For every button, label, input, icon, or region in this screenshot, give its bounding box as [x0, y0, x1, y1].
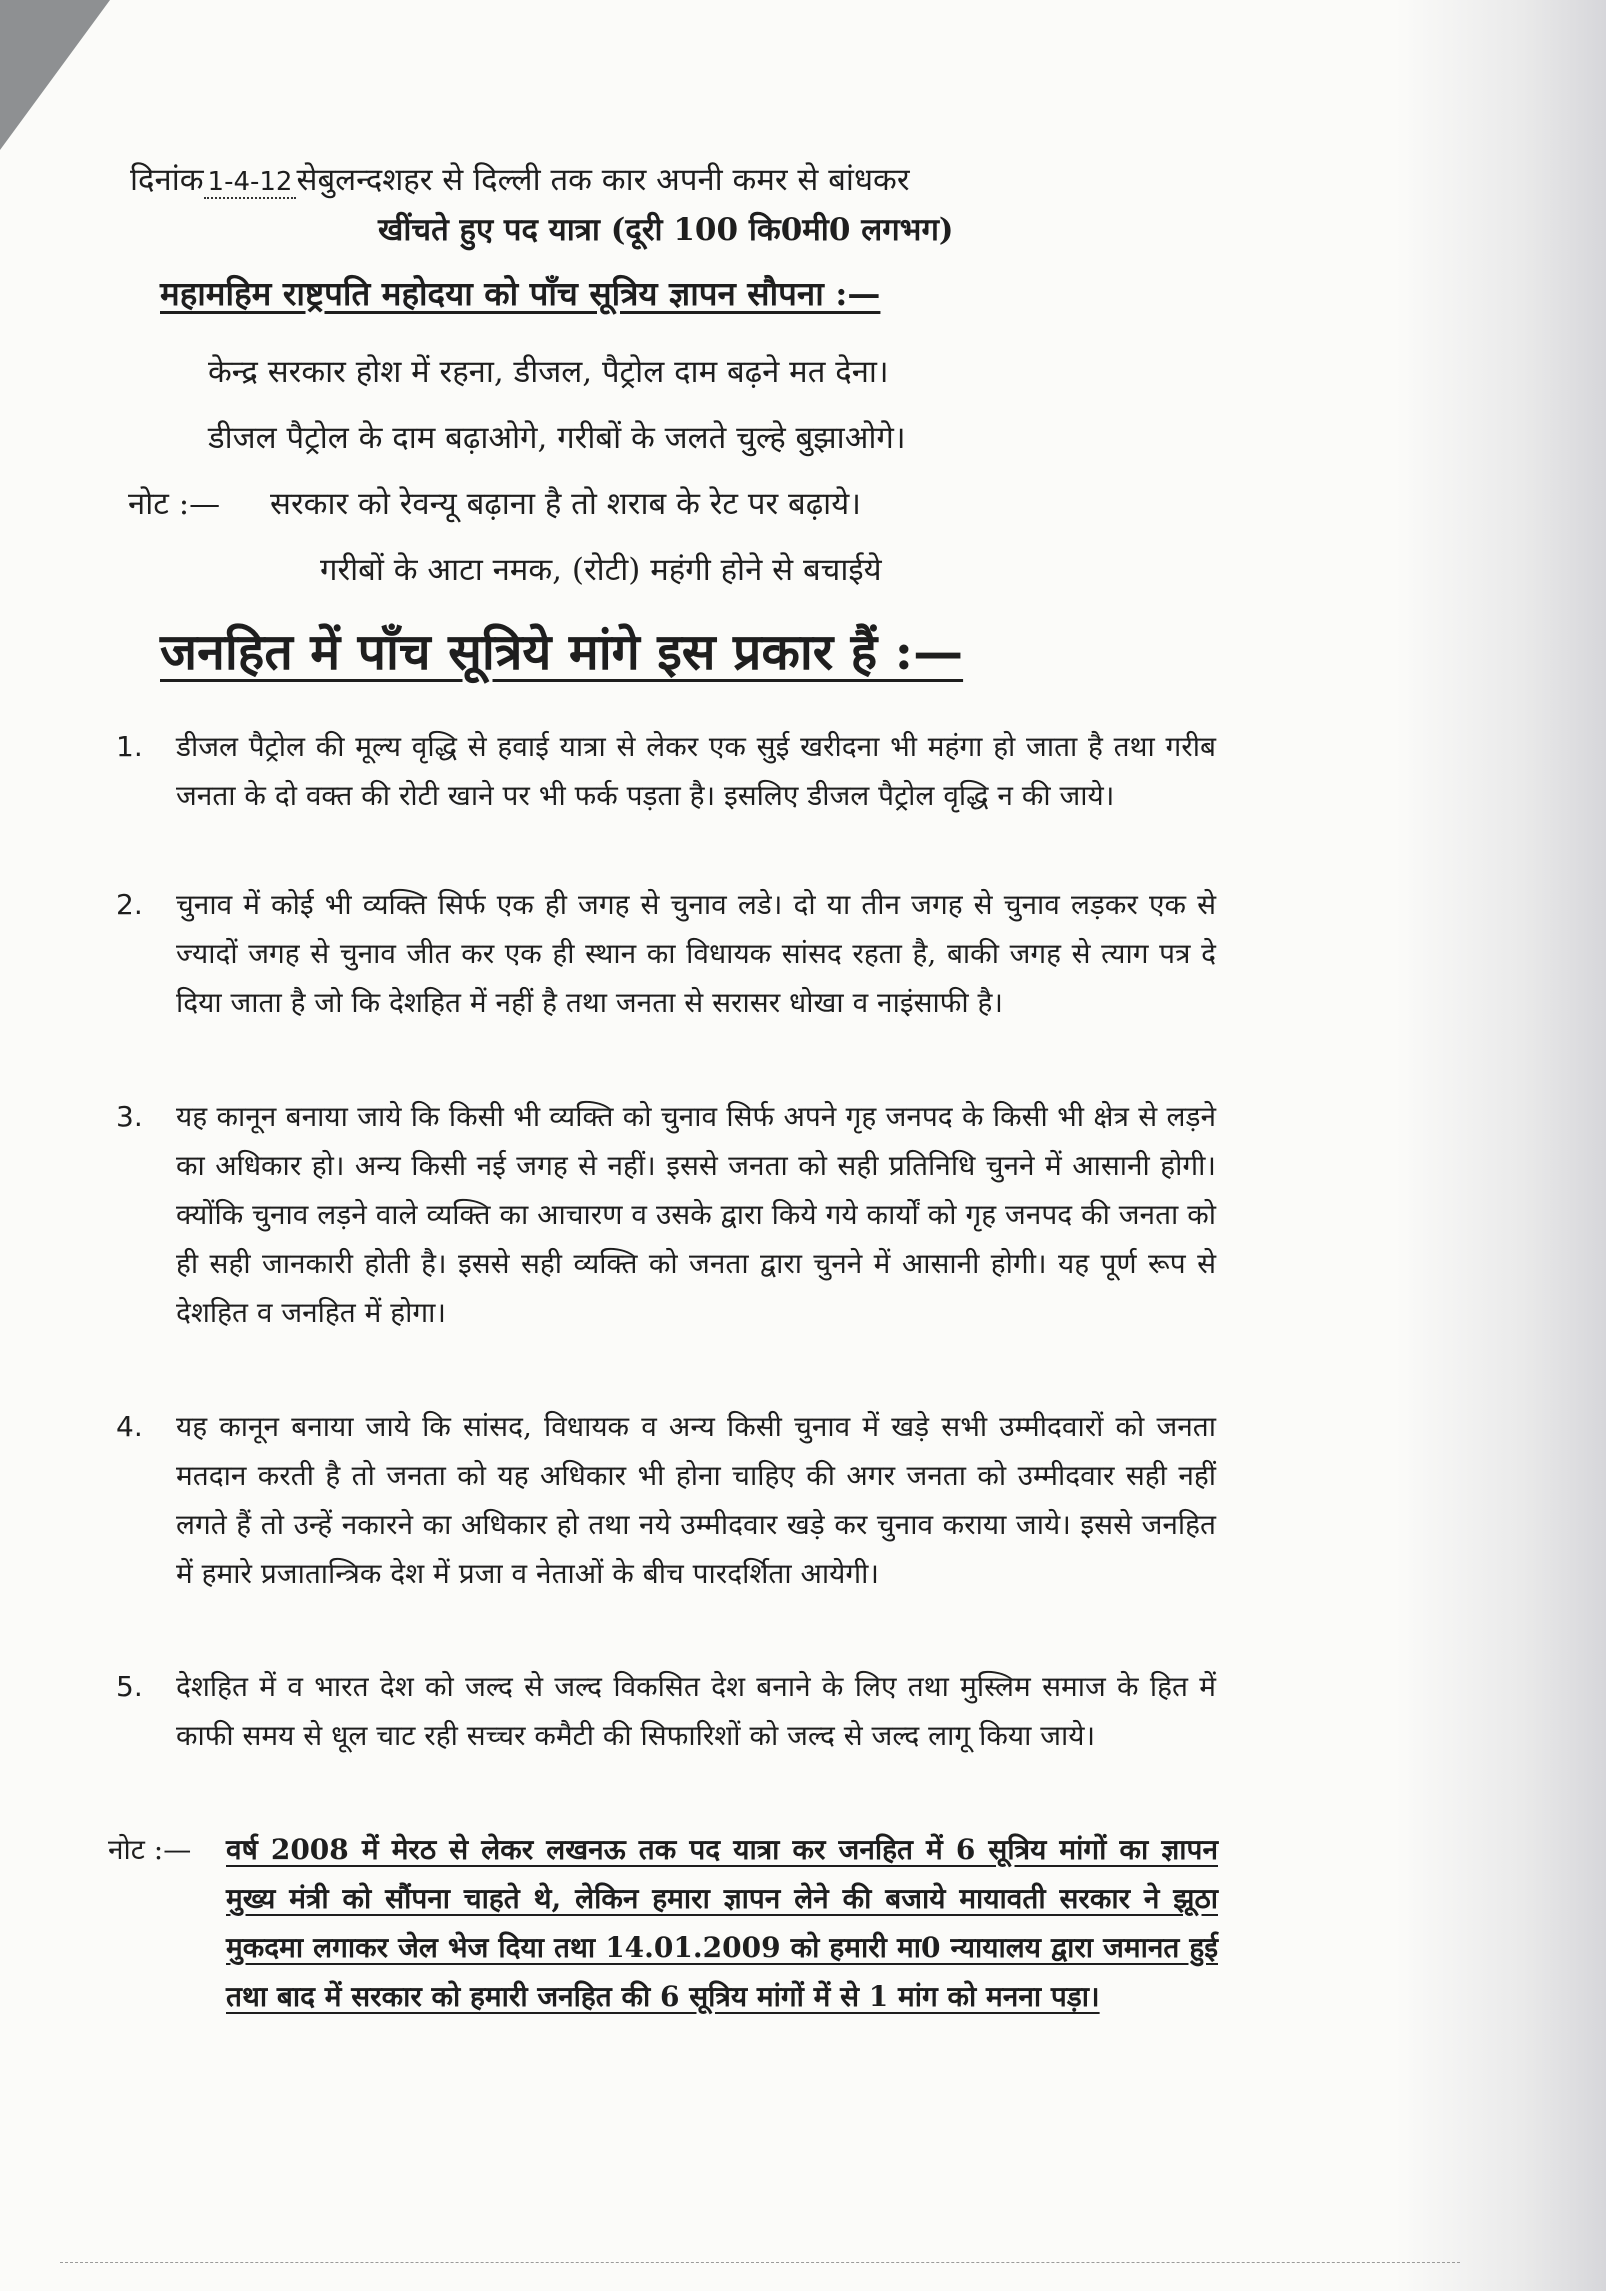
demands-heading: जनहित में पाँच सूत्रिये मांगे इस प्रकार हैं :— — [160, 622, 964, 681]
demand-number: 5. — [116, 1670, 143, 1703]
note-1 — [128, 482, 861, 526]
slogan-2: डीजल पैट्रोल के दाम बढ़ाओगे, गरीबों के जलते चुल्हे बुझाओगे। — [208, 420, 906, 456]
demand-number: 2. — [116, 888, 143, 921]
date-value: 1-4-12 — [204, 167, 297, 199]
date-label: दिनांक — [130, 162, 204, 198]
demand-item — [116, 1662, 1216, 1760]
demand-item — [116, 880, 1216, 1027]
scan-page-edge — [1396, 0, 1606, 2291]
date-line — [130, 158, 910, 204]
note-2-text: वर्ष 2008 में मेरठ से लेकर लखनऊ तक पद यात्रा कर जनहित में 6 सूत्रिय मांगों का ज्ञापन मुख्य मंत्री को सौंपना चाहते थे, लेकिन हमारा ज्ञापन लेने की बजाये मायावती सरकार ने झूठा मुकदमा लगाकर जेल भेज दिया तथा 14.01.2009 को हमारी मा0 न्यायालय द्वारा जमानत हुई तथा बाद में सरकार को हमारी जनहित की 6 सूत्रिय मांगों में से 1 मांग को मनना पड़ा। — [226, 1833, 1218, 2013]
demand-item — [116, 1402, 1216, 1598]
note-2-label: नोट :— — [108, 1833, 192, 1866]
note-1-label: नोट :— — [128, 486, 221, 522]
slogan-1: केन्द्र सरकार होश में रहना, डीजल, पैट्रोल दाम बढ़ने मत देना। — [208, 354, 889, 390]
memorandum-heading: महामहिम राष्ट्रपति महोदया को पाँच सूत्रिय ज्ञापन सौपना :— — [160, 274, 881, 313]
page-bottom-edge — [60, 2262, 1460, 2263]
demand-text: यह कानून बनाया जाये कि सांसद, विधायक व अन्य किसी चुनाव में खड़े सभी उम्मीदवारों को जनता मतदान करती है तो जनता को यह अधिकार भी होना चाहिए की अगर जनता को उम्मीदवार सही नहीं लगते हैं तो उन्हें नकारने का अधिकार हो तथा नये उम्मीदवार खड़े कर चुनाव कराया जाये। इससे जनहित में हमारे प्रजातान्त्रिक देश में प्रजा व नेताओं के बीच पारदर्शिता आयेगी। — [176, 1410, 1216, 1590]
slogan-3: गरीबों के आटा नमक, (रोटी) महंगी होने से बचाईये — [320, 552, 882, 588]
demand-text: यह कानून बनाया जाये कि किसी भी व्यक्ति को चुनाव सिर्फ अपने गृह जनपद के किसी भी क्षेत्र से लड़ने का अधिकार हो। अन्य किसी नई जगह से नहीं। इससे जनता को सही प्रतिनिधि चुनने में आसानी होगी। क्योंकि चुनाव लड़ने वाले व्यक्ति का आचारण व उसके द्वारा किये गये कार्यों को गृह जनपद की जनता को ही सही जानकारी होती है। इससे सही व्यक्ति को जनता द्वारा चुनने में आसानी होगी। यह पूर्ण रूप से देशहित व जनहित में होगा। — [176, 1100, 1216, 1329]
demand-text: चुनाव में कोई भी व्यक्ति सिर्फ एक ही जगह से चुनाव लडे। दो या तीन जगह से चुनाव लड़कर एक से ज्यादों जगह से चुनाव जीत कर एक ही स्थान का विधायक सांसद रहता है, बाकी जगह से त्याग पत्र दे दिया जाता है जो कि देशहित में नहीं है तथा जनता से सरासर धोखा व नाइंसाफी है। — [176, 888, 1216, 1019]
demand-text: देशहित में व भारत देश को जल्द से जल्द विकसित देश बनाने के लिए तथा मुस्लिम समाज के हित में काफी समय से धूल चाट रही सच्चर कमैटी की सिफारिशों को जल्द से जल्द लागू किया जाये। — [176, 1670, 1216, 1752]
demand-item — [116, 722, 1216, 820]
demand-number: 3. — [116, 1100, 143, 1133]
demand-number: 1. — [116, 730, 143, 763]
scan-corner-fold — [0, 0, 110, 150]
demand-item — [116, 1092, 1216, 1337]
journey-subtitle: खींचते हुए पद यात्रा (दूरी 100 कि0मी0 लगभग) — [378, 212, 954, 248]
demand-number: 4. — [116, 1410, 143, 1443]
journey-route: सेबुलन्दशहर से दिल्ली तक कार अपनी कमर से बांधकर — [296, 162, 910, 198]
note-1-text: सरकार को रेवन्यू बढ़ाना है तो शराब के रेट पर बढ़ाये। — [270, 486, 861, 522]
note-2 — [108, 1825, 1218, 2021]
demand-text: डीजल पैट्रोल की मूल्य वृद्धि से हवाई यात्रा से लेकर एक सुई खरीदना भी महंगा हो जाता है तथा गरीब जनता के दो वक्त की रोटी खाने पर भी फर्क पड़ता है। इसलिए डीजल पैट्रोल वृद्धि न की जाये। — [176, 730, 1216, 812]
